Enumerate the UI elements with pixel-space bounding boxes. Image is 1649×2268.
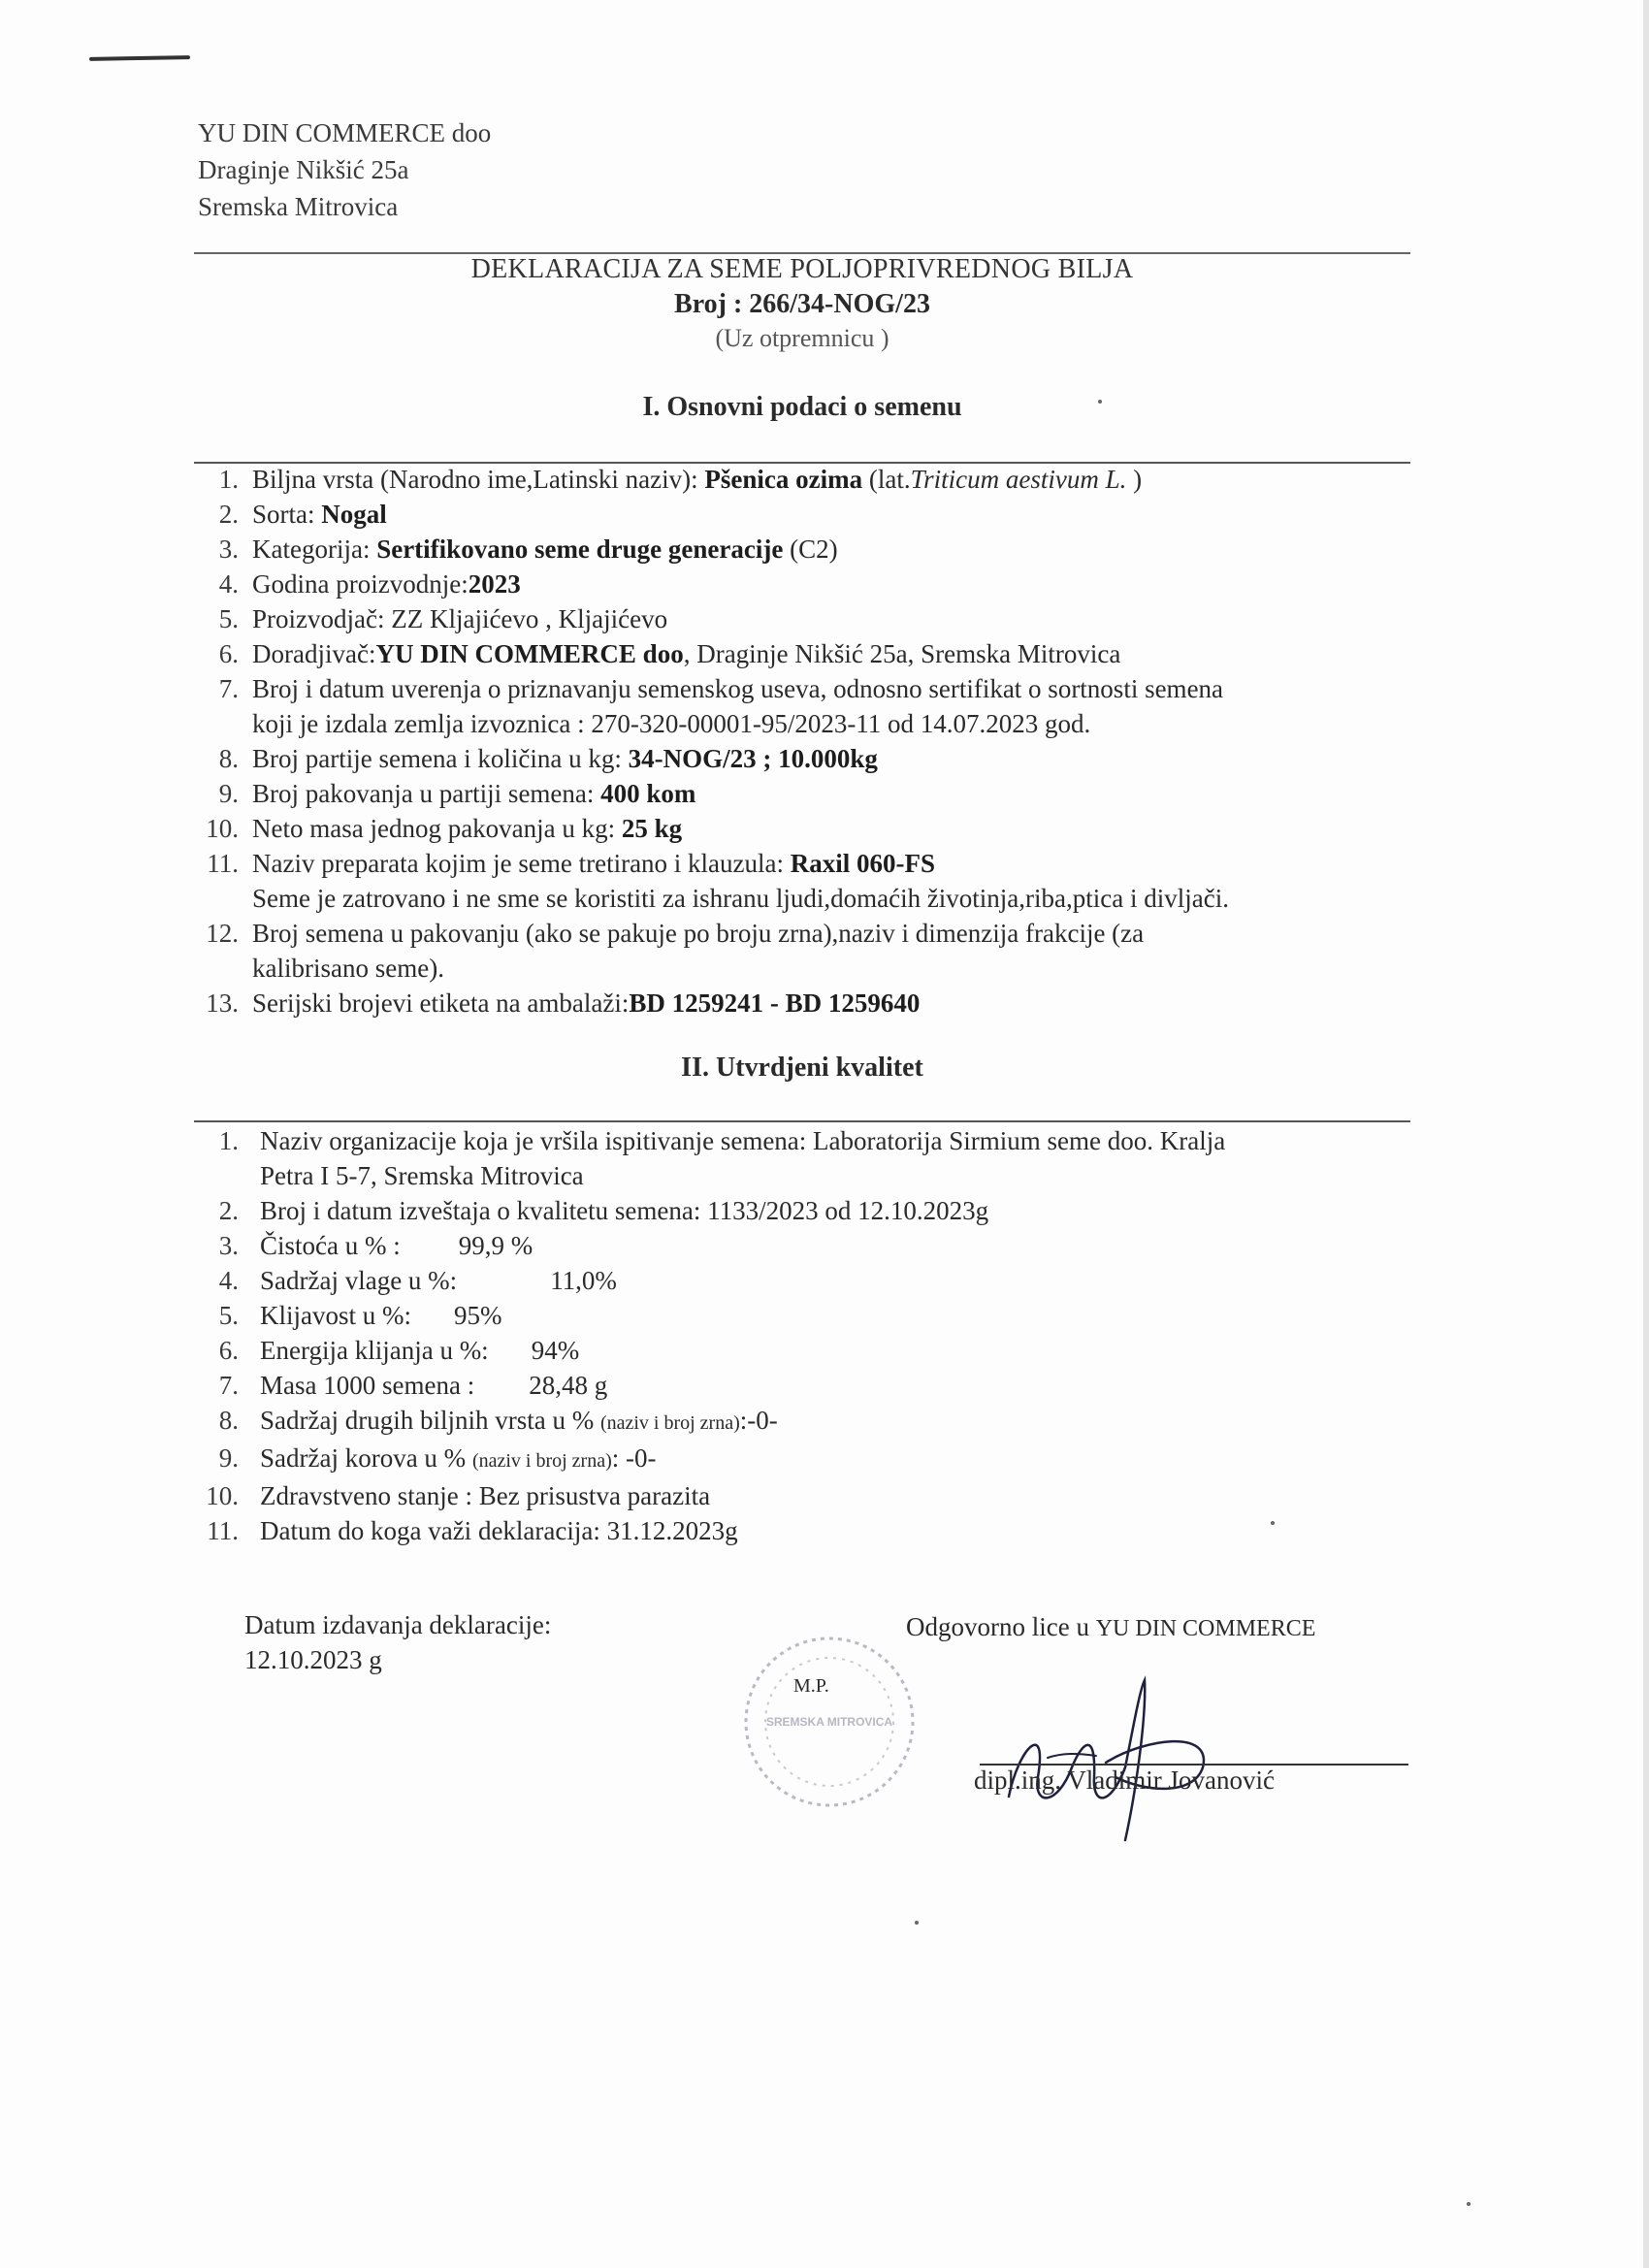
item-value: BD 1259241 - BD 1259640 xyxy=(629,988,921,1018)
item-number: 3. xyxy=(218,535,239,564)
item-number: 4. xyxy=(218,569,239,599)
item-value: Bez prisustva parazita xyxy=(478,1481,711,1510)
item-text: Naziv organizacije koja je vršila ispitivanje semena: Laboratorija Sirmium seme doo. Kralja xyxy=(260,1126,1226,1155)
list-item xyxy=(184,1368,1436,1403)
responsible-person xyxy=(906,1612,1315,1642)
item-value: Nogal xyxy=(321,500,387,529)
section2-divider xyxy=(194,1120,1410,1122)
list-item xyxy=(184,1403,1436,1441)
item-label: Energija klijanja u %: xyxy=(260,1336,489,1365)
item-text: Broj semena u pakovanju (ako se pakuje po broju zrna),naziv i dimenzija frakcije (za xyxy=(252,919,1145,948)
list-item xyxy=(184,532,1436,567)
issue-date-value: 12.10.2023 g xyxy=(244,1645,382,1674)
item-label: Sadržaj vlage u %: xyxy=(260,1266,458,1295)
item-continuation: kalibrisano seme). xyxy=(252,954,444,983)
item-value: 99,9 % xyxy=(458,1231,534,1260)
item-label: Biljna vrsta (Narodno ime,Latinski naziv): xyxy=(252,465,698,494)
company-city: Sremska Mitrovica xyxy=(198,192,399,221)
declaration-title: DEKLARACIJA ZA SEME POLJOPRIVREDNOG BILJA xyxy=(470,254,1134,284)
responsible-label: Odgovorno lice u xyxy=(906,1612,1089,1641)
list-item xyxy=(184,671,1436,706)
stamp-seal xyxy=(737,1630,922,1814)
item-number: 6. xyxy=(218,1336,239,1365)
item-number: 1. xyxy=(218,465,239,494)
item-number: 10. xyxy=(206,1481,239,1510)
list-item xyxy=(184,462,1436,497)
item-label: Godina proizvodnje: xyxy=(252,569,469,599)
item-number: 8. xyxy=(218,1406,239,1435)
item-value: 95% xyxy=(454,1301,502,1330)
stamp-text: SREMSKA MITROVICA xyxy=(765,1715,893,1729)
pen-mark xyxy=(89,55,190,61)
item-number: 6. xyxy=(218,639,239,668)
item-value: :-0- xyxy=(739,1406,778,1435)
list-item xyxy=(184,1123,1436,1158)
item-label: Sorta: xyxy=(252,500,315,529)
signer-name: dipl.ing. Vladimir Jovanović xyxy=(974,1766,1275,1795)
item-label: Doradjivač: xyxy=(252,639,376,668)
list-item xyxy=(184,1333,1436,1368)
item-number: 11. xyxy=(207,1516,239,1545)
list-item xyxy=(184,741,1436,776)
item-continuation: koji je izdala zemlja izvoznica : 270-320-00001-95/2023-11 od 14.07.2023 god. xyxy=(252,709,1091,738)
item-number: 10. xyxy=(206,814,239,843)
item-value: 1133/2023 od 12.10.2023g xyxy=(707,1196,989,1225)
item-label: Broj partije semena i količina u kg: xyxy=(252,744,622,773)
item-number: 9. xyxy=(218,779,239,808)
item-value: 25 kg xyxy=(621,814,683,843)
list-item xyxy=(184,636,1436,671)
item-label: Naziv preparata kojim je seme tretirano i klauzula: xyxy=(252,849,785,878)
item-number: 7. xyxy=(218,674,239,703)
item-note: (naziv i broj zrna) xyxy=(599,1412,740,1434)
list-item xyxy=(184,846,1436,881)
list-item xyxy=(184,986,1436,1021)
list-item xyxy=(184,1513,1436,1548)
section2-title: II. Utvrdjeni kvalitet xyxy=(681,1053,923,1083)
declaration-subtitle: (Uz otpremnicu ) xyxy=(715,324,889,352)
list-item xyxy=(184,1193,1436,1228)
section1-title: I. Osnovni podaci o semenu xyxy=(642,392,962,422)
item-label: Klijavost u %: xyxy=(260,1301,411,1330)
company-street: Draginje Nikšić 25a xyxy=(198,155,409,184)
latin-name: Triticum aestivum L. xyxy=(910,465,1127,494)
item-value: ZZ Kljajićevo , Kljajićevo xyxy=(391,604,668,633)
item-label: Zdravstveno stanje : xyxy=(260,1481,472,1510)
list-item xyxy=(184,497,1436,532)
section2-list xyxy=(184,1123,1436,1548)
item-number: 2. xyxy=(218,500,239,529)
item-label: Proizvodjač: xyxy=(252,604,385,633)
item-label: Neto masa jednog pakovanja u kg: xyxy=(252,814,616,843)
company-name: YU DIN COMMERCE doo xyxy=(198,118,492,147)
item-number: 12. xyxy=(206,919,239,948)
item-label: Kategorija: xyxy=(252,535,371,564)
speck xyxy=(1098,400,1102,404)
item-note: (naziv i broj zrna) xyxy=(471,1450,612,1472)
item-value: 11,0% xyxy=(550,1266,617,1295)
list-item xyxy=(184,601,1436,636)
item-number: 4. xyxy=(218,1266,239,1295)
list-item xyxy=(184,1441,1436,1478)
list-item xyxy=(184,811,1436,846)
item-number: 13. xyxy=(206,988,239,1018)
item-extra: (C2) xyxy=(790,535,838,564)
speck xyxy=(1467,2202,1471,2206)
item-number: 9. xyxy=(218,1443,239,1473)
declaration-number: Broj : 266/34-NOG/23 xyxy=(674,289,930,319)
company-header xyxy=(198,114,491,225)
list-item xyxy=(184,916,1436,951)
item-value: 400 kom xyxy=(600,779,696,808)
issue-date-block xyxy=(244,1607,551,1677)
item-value: YU DIN COMMERCE doo xyxy=(375,639,684,668)
item-number: 8. xyxy=(218,744,239,773)
list-item xyxy=(184,776,1436,811)
item-label: Broj pakovanja u partiji semena: xyxy=(252,779,595,808)
stamp-mark: M.P. xyxy=(793,1675,829,1697)
signature xyxy=(980,1661,1232,1855)
speck xyxy=(915,1921,919,1925)
item-label: Čistoća u % : xyxy=(260,1231,401,1260)
list-item xyxy=(184,1263,1436,1298)
item-value: Raxil 060-FS xyxy=(790,849,936,878)
item-label: Datum do koga važi deklaracija: xyxy=(260,1516,600,1545)
scan-edge xyxy=(1643,0,1649,2268)
item-text: Broj i datum uverenja o priznavanju semenskog useva, odnosno sertifikat o sortnosti semena xyxy=(252,674,1224,703)
list-item xyxy=(184,1228,1436,1263)
item-label: Masa 1000 semena : xyxy=(260,1371,475,1400)
item-number: 1. xyxy=(218,1126,239,1155)
list-item xyxy=(184,1298,1436,1333)
item-label: Sadržaj drugih biljnih vrsta u % xyxy=(260,1406,595,1435)
item-number: 2. xyxy=(218,1196,239,1225)
item-number: 7. xyxy=(218,1371,239,1400)
item-number: 5. xyxy=(218,604,239,633)
item-extra: , Draginje Nikšić 25a, Sremska Mitrovica xyxy=(683,639,1121,668)
issue-date-label: Datum izdavanja deklaracije: xyxy=(244,1610,552,1639)
item-label: Broj i datum izveštaja o kvalitetu semena: xyxy=(260,1196,701,1225)
item-number: 11. xyxy=(207,849,239,878)
responsible-company: YU DIN COMMERCE xyxy=(1095,1616,1316,1641)
item-label: Serijski brojevi etiketa na ambalaži: xyxy=(252,988,630,1018)
item-continuation: Seme je zatrovano i ne sme se koristiti za ishranu ljudi,domaćih životinja,riba,ptica i divljači. xyxy=(252,884,1229,913)
list-item xyxy=(184,1478,1436,1513)
item-value: Sertifikovano seme druge generacije xyxy=(376,535,784,564)
section1-list xyxy=(184,462,1436,1021)
item-number: 3. xyxy=(218,1231,239,1260)
item-continuation: Petra I 5-7, Sremska Mitrovica xyxy=(260,1161,584,1190)
item-label: Sadržaj korova u % xyxy=(260,1443,467,1473)
item-value: : -0- xyxy=(611,1443,657,1473)
item-value: 34-NOG/23 ; 10.000kg xyxy=(628,744,878,773)
speck xyxy=(1271,1521,1275,1525)
list-item xyxy=(184,567,1436,601)
item-value: 28,48 g xyxy=(529,1371,608,1400)
item-value: Pšenica ozima xyxy=(704,465,863,494)
item-value: 31.12.2023g xyxy=(606,1516,738,1545)
latin-prefix: (lat. xyxy=(868,465,911,494)
latin-suffix: ) xyxy=(1133,465,1143,494)
item-value: 2023 xyxy=(468,569,521,599)
item-number: 5. xyxy=(218,1301,239,1330)
item-value: 94% xyxy=(531,1336,580,1365)
